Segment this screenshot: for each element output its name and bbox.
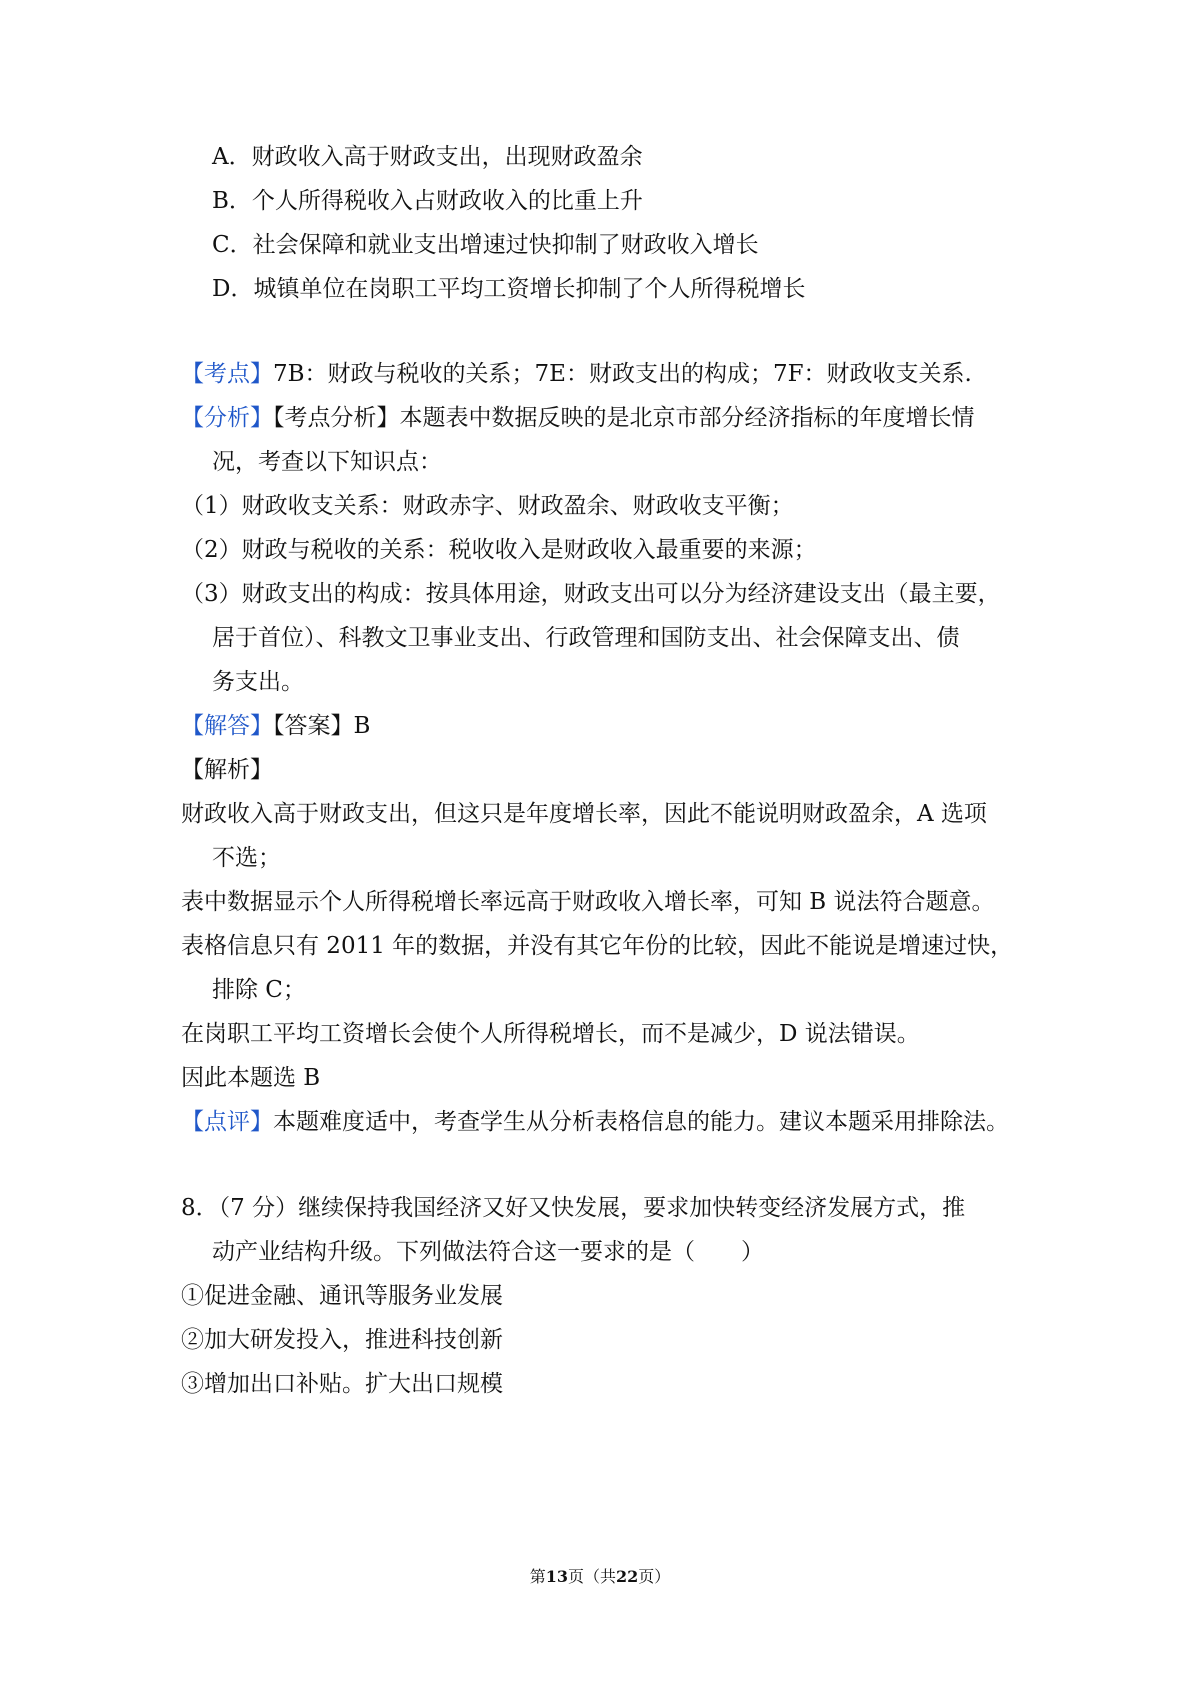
option-b: B．个人所得税收入占财政收入的比重上升 (212, 188, 643, 214)
fenxi-point-2: （2）财政与税收的关系：税收收入是财政收入最重要的来源； (181, 537, 817, 563)
jiexi-line-1: 财政收入高于财政支出，但这只是年度增长率，因此不能说明财政盈余，A 选项 (181, 801, 987, 827)
fenxi-text-1: 【考点分析】本题表中数据反映的是北京市部分经济指标的年度增长情 (273, 405, 975, 431)
option-c: C．社会保障和就业支出增速过快抑制了财政收入增长 (212, 232, 759, 258)
page-footer (0, 1567, 1200, 1587)
fenxi-point-3-line-3: 务支出。 (212, 669, 304, 695)
kaodian-line (181, 359, 972, 389)
jiexi-line-4: 表格信息只有 2011 年的数据，并没有其它年份的比较，因此不能说是增速过快， (181, 933, 1014, 959)
fenxi-line-2: 况，考查以下知识点： (212, 449, 442, 475)
kaodian-tag: 【考点】 (181, 361, 273, 387)
fenxi-tag: 【分析】 (181, 405, 273, 431)
dianping-text: 本题难度适中，考查学生从分析表格信息的能力。建议本题采用排除法。 (273, 1109, 1009, 1135)
question-8-item-3: ③增加出口补贴。扩大出口规模 (181, 1371, 503, 1397)
jiexi-line-3: 表中数据显示个人所得税增长率远高于财政收入增长率，可知 B 说法符合题意。 (181, 889, 995, 915)
jiexi-heading: 【解析】 (181, 757, 273, 783)
footer-total-pages: 22 (616, 1567, 639, 1586)
footer-page-number: 13 (545, 1567, 568, 1586)
question-8-line-2: 动产业结构升级。下列做法符合这一要求的是（ ） (212, 1239, 764, 1265)
jiexi-line-5: 排除 C； (212, 977, 306, 1003)
kaodian-text: 7B：财政与税收的关系；7E：财政支出的构成；7F：财政收支关系. (273, 361, 972, 387)
fenxi-point-3-line-1: （3）财政支出的构成：按具体用途，财政支出可以分为经济建设支出（最主要， (181, 581, 1001, 607)
footer-prefix: 第 (529, 1567, 546, 1586)
jieda-line (181, 711, 370, 741)
option-a: A．财政收入高于财政支出，出现财政盈余 (212, 144, 643, 170)
fenxi-point-3-line-2: 居于首位）、科教文卫事业支出、行政管理和国防支出、社会保障支出、债 (212, 625, 960, 651)
jiexi-line-7: 因此本题选 B (181, 1065, 321, 1091)
question-8-item-1: ①促进金融、通讯等服务业发展 (181, 1283, 503, 1309)
dianping-line (181, 1107, 1009, 1137)
jieda-answer: 【答案】B (273, 713, 371, 739)
option-d: D．城镇单位在岗职工平均工资增长抑制了个人所得税增长 (212, 276, 806, 302)
footer-middle: 页（共 (567, 1567, 616, 1586)
jiexi-line-6: 在岗职工平均工资增长会使个人所得税增长，而不是减少，D 说法错误。 (181, 1021, 920, 1047)
question-8-line-1: 8．（7 分）继续保持我国经济又好又快发展，要求加快转变经济发展方式，推 (181, 1195, 966, 1221)
question-8-item-2: ②加大研发投入，推进科技创新 (181, 1327, 503, 1353)
fenxi-line-1 (181, 403, 975, 433)
jiexi-line-2: 不选； (212, 845, 281, 871)
fenxi-point-1: （1）财政收支关系：财政赤字、财政盈余、财政收支平衡； (181, 493, 794, 519)
jieda-tag: 【解答】 (181, 713, 273, 739)
dianping-tag: 【点评】 (181, 1109, 273, 1135)
footer-suffix: 页） (638, 1567, 671, 1586)
